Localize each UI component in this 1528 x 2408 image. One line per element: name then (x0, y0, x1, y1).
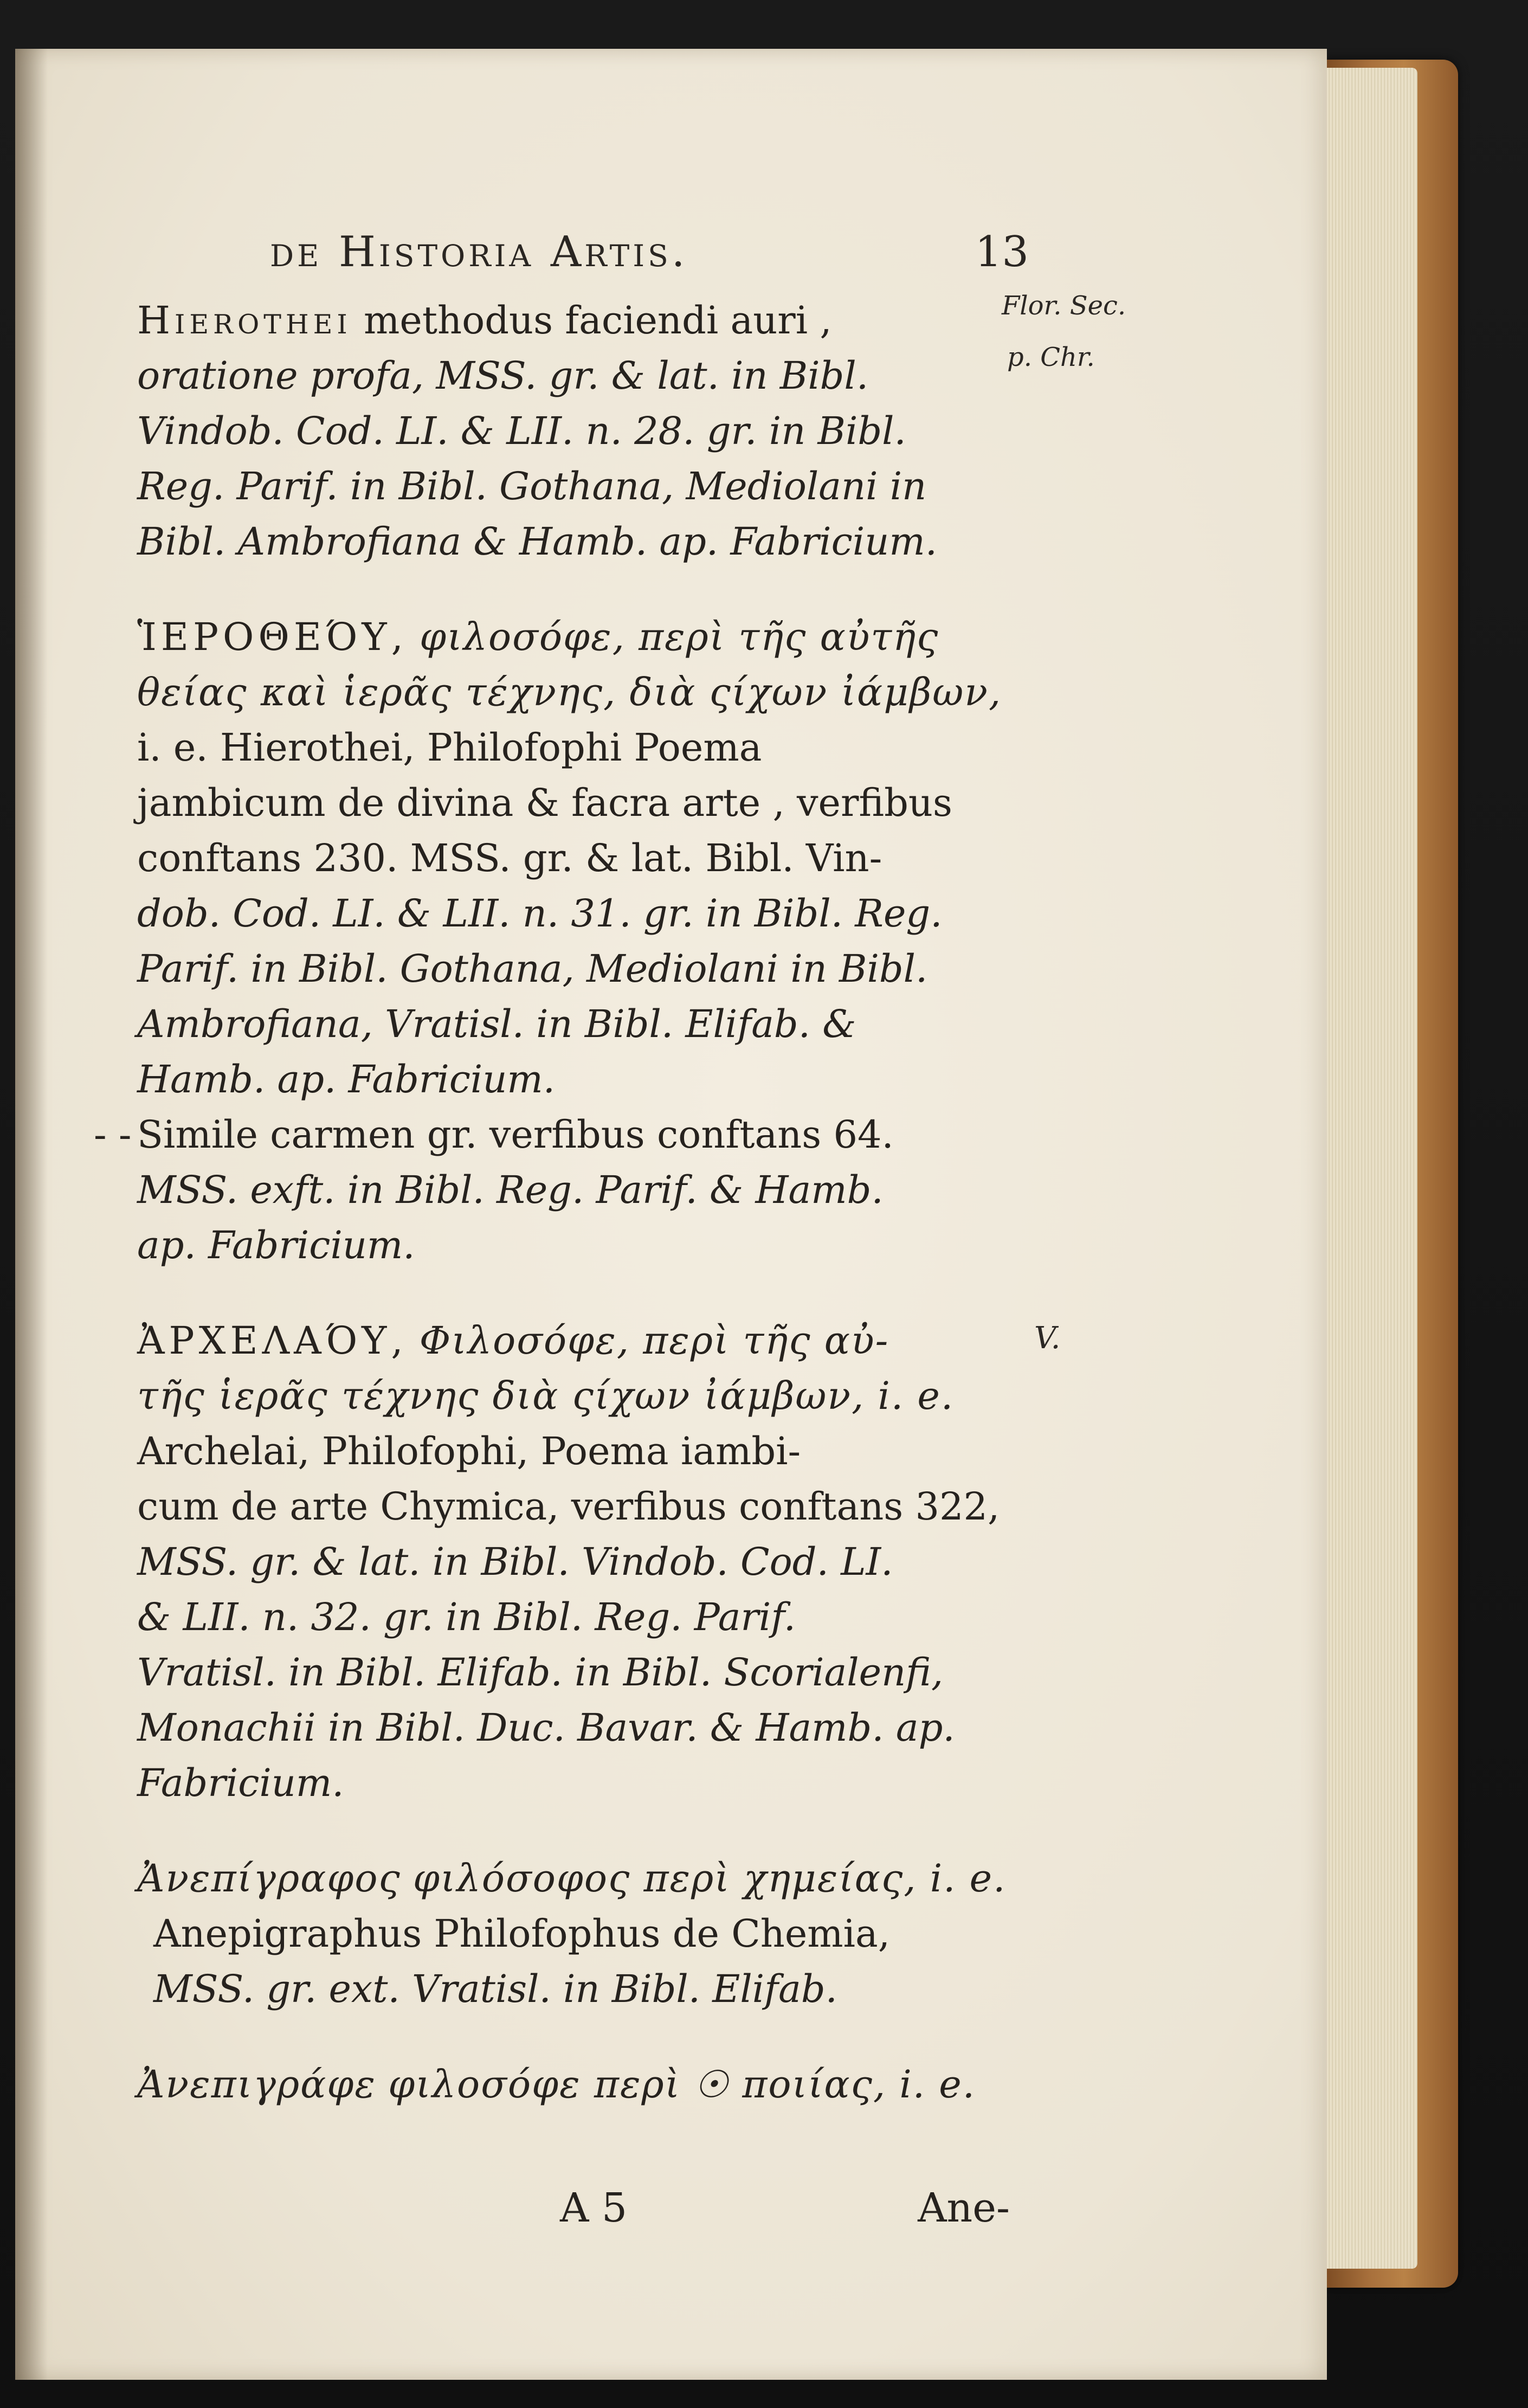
margin-note-v: V. (1034, 1321, 1061, 1356)
text-line: Fabricium. (137, 1761, 344, 1805)
entry-archelaou (137, 1313, 1010, 1811)
entry-lead: - - (94, 1112, 132, 1157)
page-footer (137, 2185, 1010, 2239)
entry-lead: Hierothei (137, 298, 352, 343)
margin-note-flor: Flor. Sec. (1002, 291, 1126, 321)
text-line: MSS. gr. ext. Vratisl. in Bibl. Elifab. (153, 1967, 837, 2011)
text-line: jambicum de divina & facra arte , verfibus (137, 781, 952, 825)
catchword: Ane- (918, 2185, 1010, 2231)
page-number: 13 (975, 228, 1029, 276)
signature-mark: A 5 (560, 2185, 628, 2231)
entry-lead: Ἀνεπίγραφος (137, 1856, 401, 1901)
text-line: & LII. n. 32. gr. in Bibl. Reg. Parif. (137, 1595, 796, 1639)
running-head: de Historia Artis. (270, 228, 688, 276)
page-header (270, 228, 1029, 276)
entry-hierotheou-poema (137, 609, 1010, 1107)
text-line: oratione profa, MSS. gr. & lat. in Bibl. (137, 353, 869, 398)
text-line: φιλοσόφε περὶ ☉ ποιίας, i. e. (388, 2062, 976, 2107)
text-line: cum de arte Chymica, verfibus conftans 322, (137, 1484, 1000, 1529)
text-line: θείας καὶ ἱερᾶς τέχνης, διὰ ςίχων ἰάμβων, (137, 670, 1002, 714)
text-line: methodus faciendi auri , (364, 298, 832, 343)
text-line: Φιλοσόφε, περὶ τῆς αὐ- (419, 1318, 889, 1363)
text-line: MSS. gr. & lat. in Bibl. Vindob. Cod. LI. (137, 1540, 893, 1584)
text-line: Monachii in Bibl. Duc. Bavar. & Hamb. ap. (137, 1705, 955, 1750)
book-page (15, 49, 1327, 2380)
text-line: conftans 230. MSS. gr. & lat. Bibl. Vin- (137, 836, 882, 880)
text-line: Anepigraphus Philofophus de Chemia, (153, 1911, 891, 1956)
entry-lead: Ἀνεπιγράφε (137, 2062, 376, 2107)
text-line: Reg. Parif. in Bibl. Gothana, Mediolani in (137, 464, 927, 508)
gutter-shadow (15, 49, 48, 2380)
entry-anepigraphus (137, 1851, 1010, 2017)
text-line: MSS. exft. in Bibl. Reg. Parif. & Hamb. (137, 1168, 884, 1212)
text-line: Archelai, Philofophi, Poema iambi- (137, 1429, 801, 1473)
text-line: φιλόσοφος περὶ χημείας, i. e. (413, 1856, 1007, 1901)
text-line: Vindob. Cod. LI. & LII. n. 28. gr. in Bibl. (137, 409, 906, 453)
text-line: i. e. Hierothei, Philofophi Poema (137, 725, 762, 770)
text-line: Bibl. Ambrofiana & Hamb. ap. Fabricium. (137, 519, 937, 564)
body-text (94, 293, 1010, 2112)
text-line: dob. Cod. LI. & LII. n. 31. gr. in Bibl. Reg. (137, 891, 943, 936)
entry-lead: ἹΕΡΟΘΕΌΥ, (137, 615, 408, 659)
entry-anepigraphou (137, 2057, 1010, 2112)
text-line: Hamb. ap. Fabricium. (137, 1057, 556, 1102)
text-line: τῆς ἱερᾶς τέχνης διὰ ςίχων ἰάμβων, i. e. (137, 1374, 955, 1418)
entry-simile-carmen (94, 1107, 1010, 1273)
text-line: Ambrofiana, Vratisl. in Bibl. Elifab. & (137, 1002, 856, 1046)
text-line: Parif. in Bibl. Gothana, Mediolani in Bibl. (137, 947, 928, 991)
text-line: φιλοσόφε, περὶ τῆς αὐτῆς (420, 615, 939, 659)
margin-note-pchr: p. Chr. (1007, 342, 1095, 372)
text-line: ap. Fabricium. (137, 1223, 415, 1267)
entry-lead: ἈΡΧΕΛΑΌΥ, (137, 1318, 408, 1363)
entry-hierothei-methodus (137, 293, 1010, 569)
text-line: Vratisl. in Bibl. Elifab. in Bibl. Scorialenfi, (137, 1650, 944, 1695)
text-line: Simile carmen gr. verfibus conftans 64. (137, 1112, 894, 1157)
